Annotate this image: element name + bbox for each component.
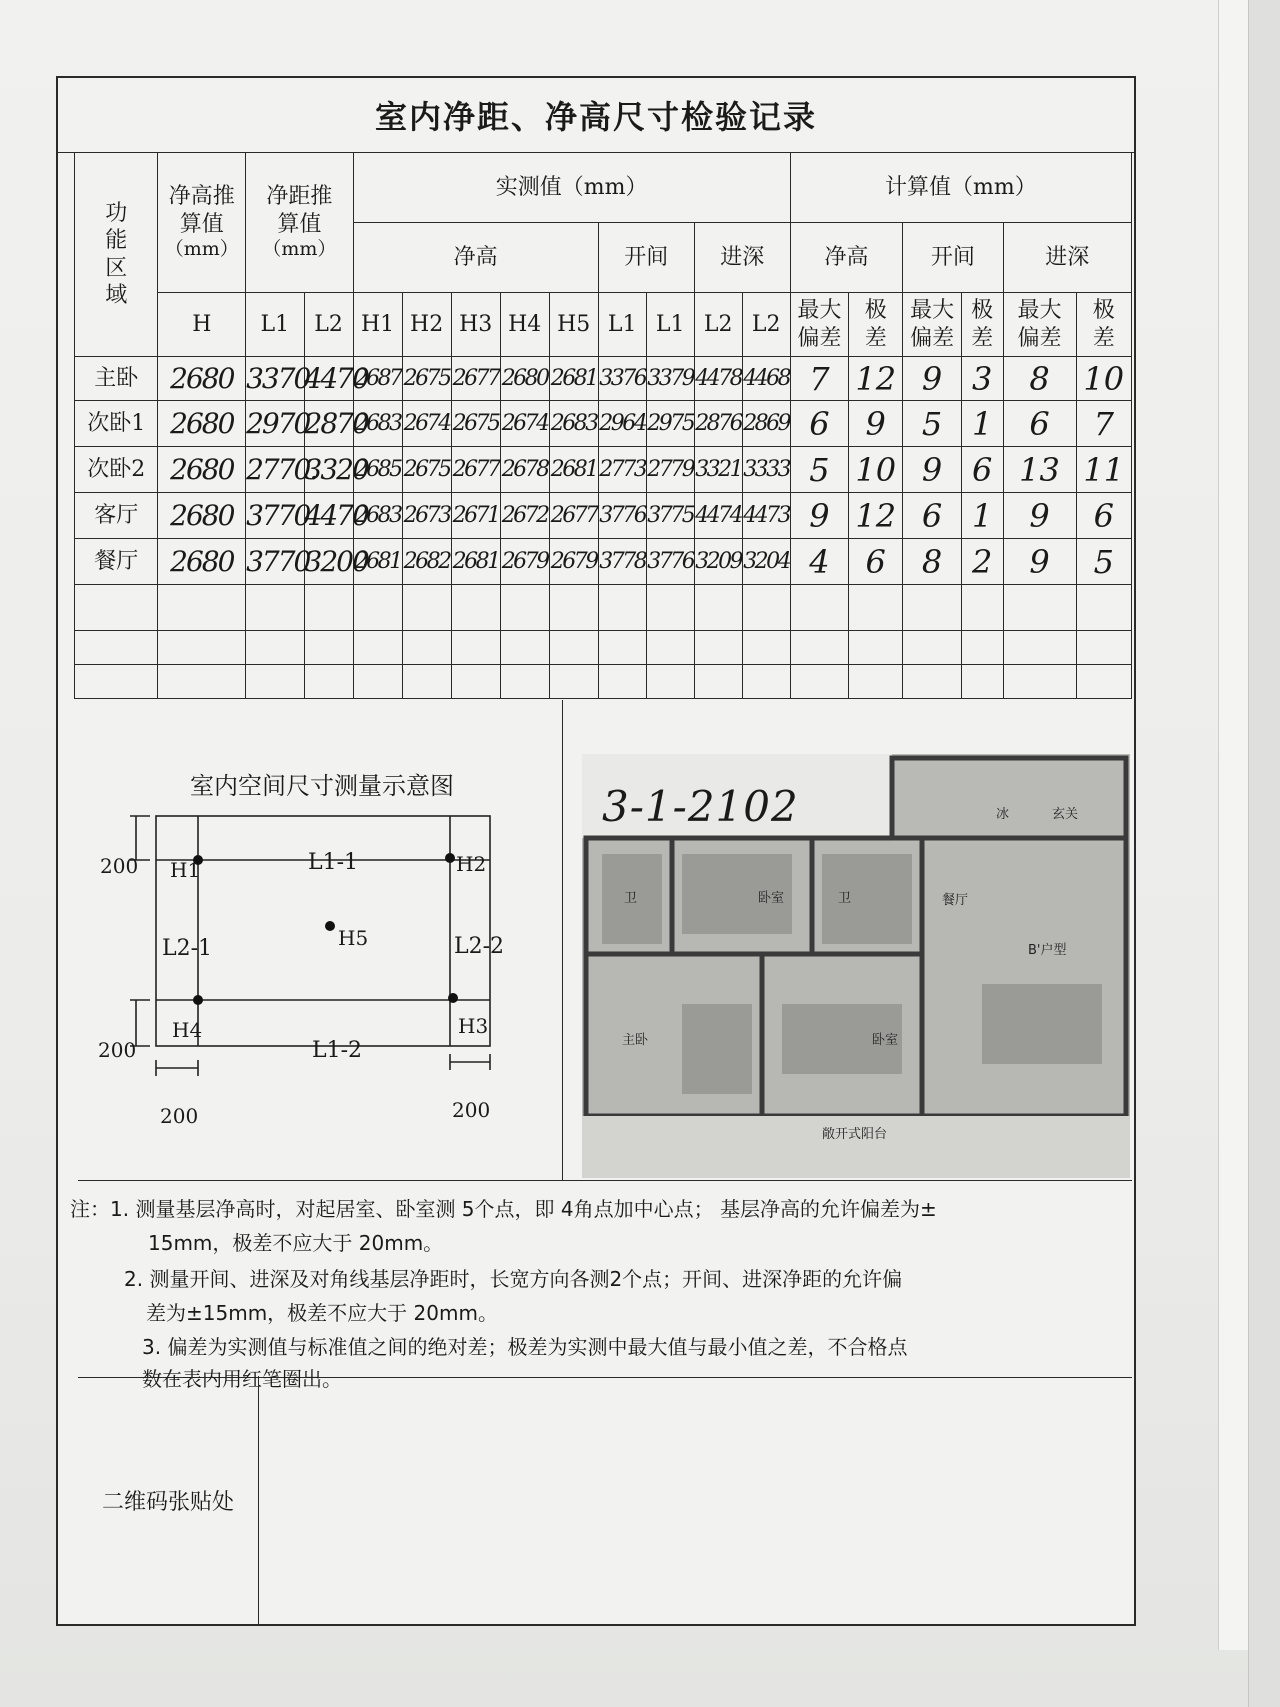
measured-bay-header: 开间 (598, 223, 694, 293)
table-cell: 2680 (158, 401, 246, 447)
table-cell: 3376 (598, 357, 646, 401)
point-label-h5: H5 (338, 926, 369, 950)
table-cell: 3333 (742, 447, 790, 493)
point-label-h4: H4 (172, 1018, 203, 1042)
measured-depth-header: 进深 (694, 223, 790, 293)
table-cell: 3776 (598, 493, 646, 539)
table-cell: 6 (849, 539, 903, 585)
table-cell: 2675 (402, 447, 451, 493)
table-cell: 2673 (402, 493, 451, 539)
table-cell: 13 (1003, 447, 1076, 493)
table-cell: 2680 (158, 493, 246, 539)
empty-cell (646, 631, 694, 665)
col-header: L2 (694, 293, 742, 357)
col-header: L2 (742, 293, 790, 357)
empty-cell (694, 585, 742, 631)
table-cell: 4474 (694, 493, 742, 539)
room-label: 卧室 (872, 1033, 899, 1048)
table-cell: 2680 (158, 539, 246, 585)
calc-bay-header: 开间 (903, 223, 1003, 293)
empty-cell (549, 631, 598, 665)
col-header: L1 (646, 293, 694, 357)
empty-cell (353, 585, 402, 631)
empty-cell (158, 585, 246, 631)
table-cell: 3778 (598, 539, 646, 585)
table-cell: 5 (1076, 539, 1131, 585)
notes-section (70, 1180, 1132, 1391)
area-name: 次卧2 (75, 447, 158, 493)
empty-cell (694, 665, 742, 699)
table-cell: 2683 (353, 493, 402, 539)
table-cell: 2681 (549, 447, 598, 493)
note-line: 2. 测量开间、进深及对角线基层净距时，长宽方向各测2个点；开间、进深净距的允许偏 (124, 1267, 903, 1291)
table-cell: 2683 (549, 401, 598, 447)
col-header: L1 (246, 293, 304, 357)
table-cell: 3 (961, 357, 1003, 401)
table-cell: 9 (903, 357, 961, 401)
table-cell: 2679 (549, 539, 598, 585)
empty-cell (451, 631, 500, 665)
calc-depth-header: 进深 (1003, 223, 1131, 293)
table-cell: 9 (903, 447, 961, 493)
table-cell: 6 (903, 493, 961, 539)
table-cell: 8 (903, 539, 961, 585)
col-header: L2 (304, 293, 353, 357)
line-label-l2-1: L2-1 (162, 936, 213, 961)
table-cell: 3209 (694, 539, 742, 585)
table-cell: 7 (1076, 401, 1131, 447)
empty-cell (961, 585, 1003, 631)
table-cell: 2678 (500, 447, 549, 493)
line-label-l2-2: L2-2 (454, 934, 505, 959)
table-cell: 2773 (598, 447, 646, 493)
room-label: 卫 (624, 891, 638, 906)
point-h3 (448, 993, 458, 1003)
area-header: 功 能 区 域 (75, 153, 158, 357)
table-cell: 2675 (402, 357, 451, 401)
room-label: 玄关 (1052, 807, 1079, 822)
paper-edge (1248, 0, 1280, 1707)
empty-cell (1076, 585, 1131, 631)
col-header: H3 (451, 293, 500, 357)
table-cell: 2770. (246, 447, 304, 493)
empty-cell (790, 585, 848, 631)
table-cell: 4473 (742, 493, 790, 539)
room-label: 主卧 (622, 1033, 649, 1048)
table-cell: 3370 (246, 357, 304, 401)
point-h5 (325, 921, 335, 931)
col-header: 最大 偏差 (790, 293, 848, 357)
table-cell: 3200 (304, 539, 353, 585)
empty-cell (1003, 665, 1076, 699)
line-label-l1-2: L1-2 (312, 1038, 363, 1063)
area-name: 客厅 (75, 493, 158, 539)
table-cell: 3204 (742, 539, 790, 585)
table-cell: 12 (849, 493, 903, 539)
table-cell: 8 (1003, 357, 1076, 401)
room-label: 卫 (838, 891, 852, 906)
table-cell: 2975 (646, 401, 694, 447)
empty-cell (246, 631, 304, 665)
empty-cell (500, 665, 549, 699)
table-cell: 2779 (646, 447, 694, 493)
note-line: 3. 偏差为实测值与标准值之间的绝对差；极差为实测中最大值与最小值之差，不合格点 (142, 1335, 908, 1359)
table-cell: 2680 (158, 447, 246, 493)
note-line: 数在表内用红笔圈出。 (142, 1367, 342, 1391)
empty-cell (304, 631, 353, 665)
table-cell: 2679 (500, 539, 549, 585)
dim-label: 200 (452, 1098, 491, 1122)
empty-cell (1003, 585, 1076, 631)
table-cell: 6 (1003, 401, 1076, 447)
area-name: 主卧 (75, 357, 158, 401)
empty-row (75, 631, 1132, 665)
empty-cell (158, 631, 246, 665)
empty-cell (246, 665, 304, 699)
col-header: 最大 偏差 (903, 293, 961, 357)
empty-cell (549, 585, 598, 631)
table-cell: 6 (790, 401, 848, 447)
form-title: 室内净距、净高尺寸检验记录 (58, 78, 1134, 153)
empty-cell (1076, 631, 1131, 665)
point-label-h3: H3 (458, 1014, 489, 1038)
area-name: 餐厅 (75, 539, 158, 585)
lower-section (70, 700, 1132, 1624)
table-cell: 4 (790, 539, 848, 585)
table-cell: 3776 (646, 539, 694, 585)
table-cell: 5 (903, 401, 961, 447)
table-cell: 2677 (451, 447, 500, 493)
col-header: H (158, 293, 246, 357)
note-line: 注：1. 测量基层净高时，对起居室、卧室测 5个点，即 4角点加中心点； 基层净高的允许偏差为± (70, 1197, 937, 1221)
floor-plan-area (562, 700, 1132, 1180)
empty-cell (158, 665, 246, 699)
empty-cell (402, 631, 451, 665)
empty-cell (304, 585, 353, 631)
table-cell: 12 (849, 357, 903, 401)
line-label-l1-1: L1-1 (308, 850, 359, 875)
empty-cell (75, 585, 158, 631)
table-cell: 2687 (353, 357, 402, 401)
col-header: 极 差 (1076, 293, 1131, 357)
table-cell: 3770 (246, 539, 304, 585)
empty-row (75, 665, 1132, 699)
inspection-form (56, 76, 1136, 1626)
dim-label: 200 (100, 854, 139, 878)
point-h4 (193, 995, 203, 1005)
table-cell: 2681 (451, 539, 500, 585)
room-label: 冰 (996, 807, 1010, 822)
unit-number-handwritten: 3-1-2102 (602, 782, 799, 831)
empty-row (75, 585, 1132, 631)
empty-cell (646, 585, 694, 631)
empty-cell (742, 585, 790, 631)
table-cell: 2674 (402, 401, 451, 447)
empty-cell (694, 631, 742, 665)
table-row (75, 401, 1132, 447)
col-header: 极 差 (849, 293, 903, 357)
table-cell: 2964 (598, 401, 646, 447)
empty-cell (742, 631, 790, 665)
table-cell: 2680 (158, 357, 246, 401)
point-label-h2: H2 (456, 852, 487, 876)
table-cell: 10 (849, 447, 903, 493)
empty-cell (451, 585, 500, 631)
empty-cell (1076, 665, 1131, 699)
table-cell: 3379 (646, 357, 694, 401)
point-h2 (445, 853, 455, 863)
empty-cell (961, 665, 1003, 699)
measurement-diagram (78, 700, 563, 1180)
inspection-table (74, 152, 1132, 699)
table-cell: 4470 (304, 357, 353, 401)
room-label: 敞开式阳台 (822, 1127, 888, 1142)
empty-cell (742, 665, 790, 699)
note-line: 差为±15mm，极差不应大于 20mm。 (146, 1301, 498, 1325)
table-cell: 3775 (646, 493, 694, 539)
empty-cell (903, 665, 961, 699)
measured-height-header: 净高 (353, 223, 598, 293)
empty-cell (402, 665, 451, 699)
table-cell: 11 (1076, 447, 1131, 493)
empty-cell (75, 665, 158, 699)
table-cell: 2682 (402, 539, 451, 585)
empty-cell (849, 585, 903, 631)
calculated-header: 计算值（mm） (790, 153, 1131, 223)
table-cell: 9 (790, 493, 848, 539)
empty-cell (598, 665, 646, 699)
table-cell: 2683 (353, 401, 402, 447)
empty-cell (304, 665, 353, 699)
table-cell: 2870 (304, 401, 353, 447)
table-cell: 2674 (500, 401, 549, 447)
empty-cell (353, 631, 402, 665)
table-cell: 2681 (549, 357, 598, 401)
empty-cell (246, 585, 304, 631)
empty-cell (549, 665, 598, 699)
table-cell: 5 (790, 447, 848, 493)
table-cell: 2671 (451, 493, 500, 539)
empty-cell (849, 631, 903, 665)
table-cell: 2675 (451, 401, 500, 447)
empty-cell (903, 631, 961, 665)
empty-cell (500, 585, 549, 631)
empty-cell (903, 585, 961, 631)
point-label-h1: H1 (170, 858, 201, 882)
table-cell: 10 (1076, 357, 1131, 401)
col-header: H4 (500, 293, 549, 357)
qr-code-section (78, 1376, 1132, 1624)
empty-cell (598, 631, 646, 665)
table-row (75, 357, 1132, 401)
empty-cell (961, 631, 1003, 665)
empty-cell (646, 665, 694, 699)
col-header: H2 (402, 293, 451, 357)
table-cell: 3770 (246, 493, 304, 539)
h-estimate-header: 净高推 算值 （mm） (158, 153, 246, 293)
empty-cell (790, 665, 848, 699)
table-cell: 2685 (353, 447, 402, 493)
table-cell: 6 (961, 447, 1003, 493)
dim-label: 200 (160, 1104, 199, 1128)
table-row (75, 447, 1132, 493)
col-header: 最大 偏差 (1003, 293, 1076, 357)
table-cell: 2677 (549, 493, 598, 539)
table-cell: 2970 (246, 401, 304, 447)
empty-cell (353, 665, 402, 699)
table-cell: 9 (849, 401, 903, 447)
col-header: H1 (353, 293, 402, 357)
table-cell: 9 (1003, 493, 1076, 539)
diagram-title: 室内空间尺寸测量示意图 (190, 772, 454, 800)
empty-cell (849, 665, 903, 699)
table-cell: 2681 (353, 539, 402, 585)
empty-cell (598, 585, 646, 631)
table-row (75, 493, 1132, 539)
table-cell: 2672 (500, 493, 549, 539)
note-line: 15mm，极差不应大于 20mm。 (148, 1231, 444, 1255)
room-label: 卧室 (758, 891, 785, 906)
dim-label: 200 (98, 1038, 137, 1062)
qr-code-label: 二维码张贴处 (78, 1376, 259, 1624)
table-cell: 7 (790, 357, 848, 401)
measured-header: 实测值（mm） (353, 153, 790, 223)
col-header: L1 (598, 293, 646, 357)
calc-height-header: 净高 (790, 223, 903, 293)
table-cell: 2 (961, 539, 1003, 585)
l-estimate-header: 净距推 算值 （mm） (246, 153, 353, 293)
table-cell: 2680 (500, 357, 549, 401)
table-row (75, 539, 1132, 585)
col-header: H5 (549, 293, 598, 357)
table-cell: 4468 (742, 357, 790, 401)
empty-cell (1003, 631, 1076, 665)
table-cell: 9 (1003, 539, 1076, 585)
empty-cell (451, 665, 500, 699)
empty-cell (500, 631, 549, 665)
table-cell: 6 (1076, 493, 1131, 539)
table-cell: 3320 (304, 447, 353, 493)
table-cell: 4470 (304, 493, 353, 539)
col-header: 极 差 (961, 293, 1003, 357)
table-cell: 2869 (742, 401, 790, 447)
table-cell: 4478 (694, 357, 742, 401)
area-name: 次卧1 (75, 401, 158, 447)
empty-cell (790, 631, 848, 665)
table-cell: 2677 (451, 357, 500, 401)
table-cell: 1 (961, 401, 1003, 447)
paper-edge (1218, 0, 1249, 1650)
empty-cell (75, 631, 158, 665)
table-cell: 2876 (694, 401, 742, 447)
table-cell: 1 (961, 493, 1003, 539)
empty-cell (402, 585, 451, 631)
table-cell: 3321 (694, 447, 742, 493)
room-label: 餐厅 (942, 893, 969, 908)
room-label: B'户型 (1028, 943, 1067, 958)
